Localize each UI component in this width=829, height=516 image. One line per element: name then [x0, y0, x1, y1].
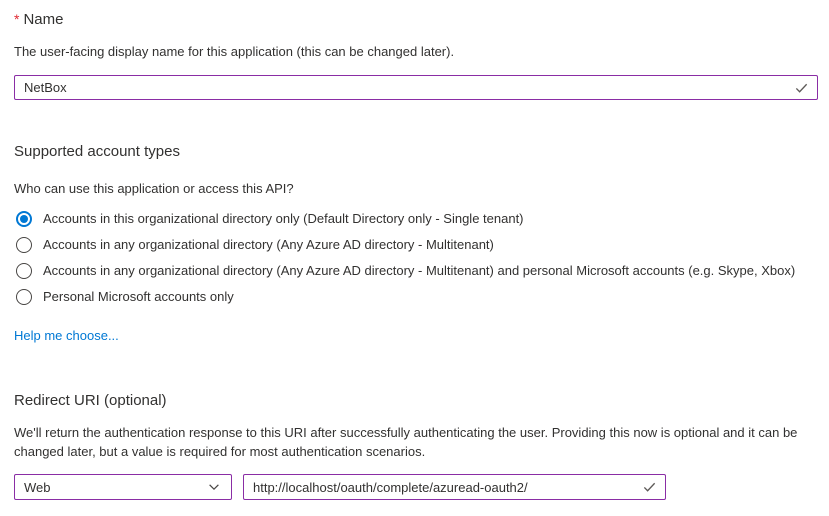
radio-button-icon[interactable] [16, 211, 32, 227]
name-title-text: Name [23, 11, 64, 28]
chevron-down-icon [207, 480, 221, 494]
account-type-option-label: Accounts in this organizational directory only (Default Directory only - Single tenant) [43, 211, 524, 226]
redirect-uri-row [14, 474, 818, 500]
redirect-uri-field-wrap [243, 474, 666, 500]
name-section-title [14, 9, 818, 30]
account-type-option-multitenant[interactable] [14, 232, 818, 258]
account-type-option-label: Accounts in any organizational directory (Any Azure AD directory - Multitenant) and personal Microsoft accounts (e.g. Skype, Xbox) [43, 263, 796, 278]
radio-button-icon[interactable] [16, 289, 32, 305]
radio-button-icon[interactable] [16, 237, 32, 253]
name-description: The user-facing display name for this application (this can be changed later). [14, 44, 455, 59]
platform-selected-value: Web [24, 479, 51, 495]
account-type-option-label: Accounts in any organizational directory (Any Azure AD directory - Multitenant) [43, 237, 494, 252]
platform-select-dropdown[interactable] [14, 474, 232, 500]
redirect-uri-description: We'll return the authentication response to this URI after successfully authenticating the user. Providing this now is optional and it can be changed later, but a value is required for most authentication scenarios. [14, 425, 798, 459]
account-types-question: Who can use this application or access this API? [14, 181, 294, 196]
account-type-option-label: Personal Microsoft accounts only [43, 289, 234, 304]
required-marker: * [14, 11, 20, 27]
help-me-choose-link[interactable]: Help me choose... [14, 328, 119, 343]
name-input[interactable] [14, 75, 818, 100]
name-field-wrap [14, 75, 818, 100]
account-type-option-personal-only[interactable] [14, 284, 818, 310]
account-type-option-single-tenant[interactable] [14, 206, 818, 232]
radio-button-icon[interactable] [16, 263, 32, 279]
redirect-uri-input[interactable] [243, 474, 666, 500]
account-types-title: Supported account types [14, 143, 180, 160]
account-type-radio-group [14, 206, 818, 310]
redirect-uri-title: Redirect URI (optional) [14, 392, 167, 409]
account-type-option-multitenant-personal[interactable] [14, 258, 818, 284]
